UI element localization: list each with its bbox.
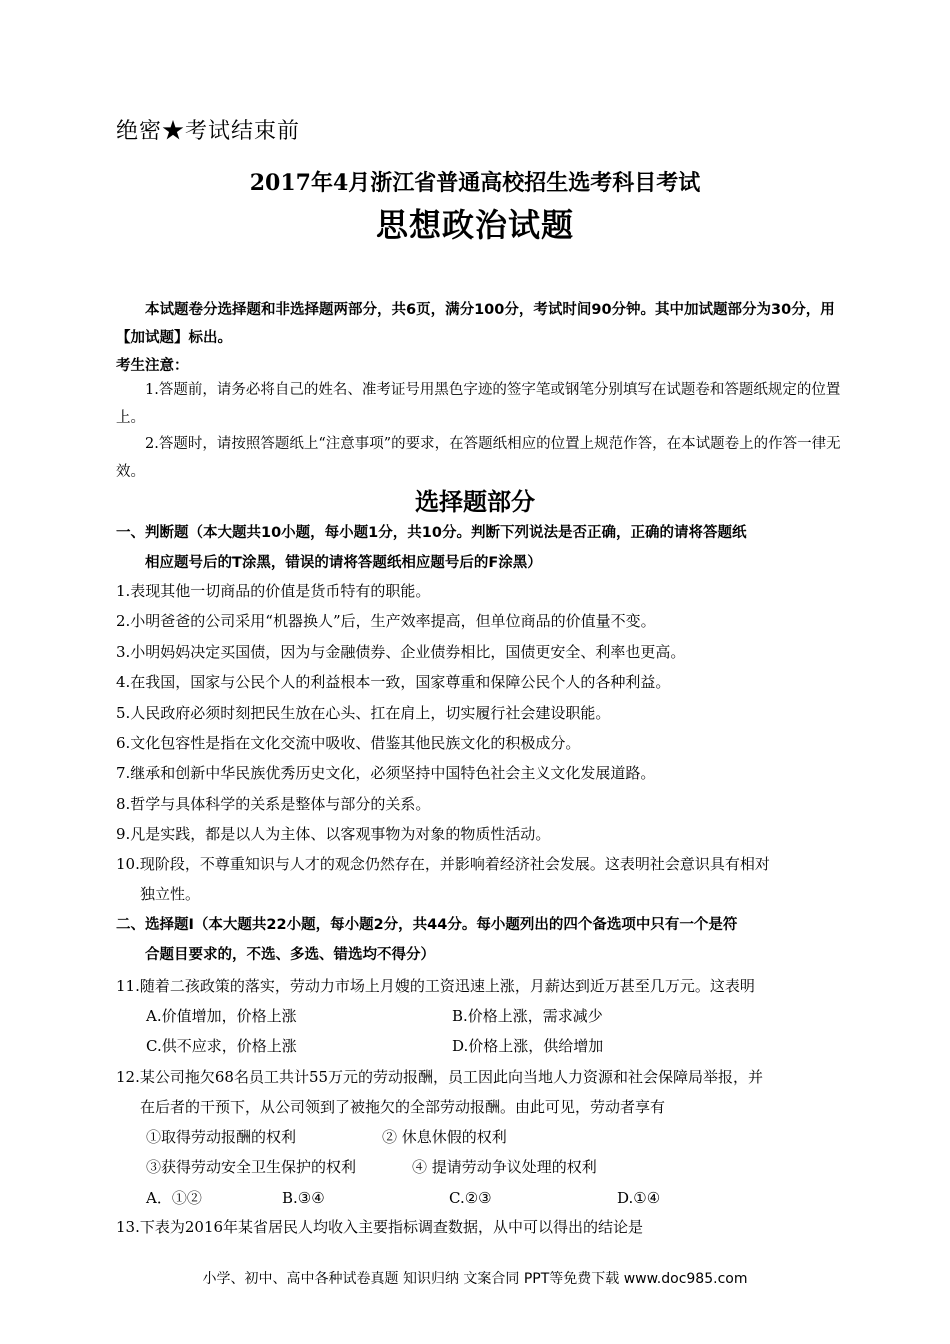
confidential-mark: 绝密★考试结束前	[116, 119, 301, 144]
question-9: 9.凡是实践，都是以人为主体、以客观事物为对象的物质性活动。	[116, 825, 551, 843]
question-10-line1: 10.现阶段，不尊重知识与人才的观念仍然存在，并影响着经济社会发展。这表明社会意识具有相对	[116, 855, 770, 873]
part1-heading-line1: 一、判断题（本大题共10小题，每小题1分，共10分。判断下列说法是否正确，正确的请将答题纸	[116, 525, 747, 541]
subject-title: 思想政治试题	[375, 206, 574, 244]
q12-option-b: B.③④	[282, 1189, 325, 1207]
part1-heading	[116, 518, 854, 578]
q12-statement-3: ③获得劳动安全卫生保护的权利	[146, 1158, 357, 1176]
part2-heading-line1: 二、选择题Ⅰ（本大题共22小题，每小题2分，共44分。每小题列出的四个备选项中只有一个是符	[116, 917, 738, 933]
part2-heading-line2: 合题目要求的，不选、多选、错选均不得分）	[145, 947, 435, 963]
q11-option-d: D.价格上涨，供给增加	[452, 1037, 604, 1055]
question-10	[116, 849, 854, 909]
exam-intro: 本试题卷分选择题和非选择题两部分，共6页，满分100分，考试时间90分钟。其中加试题部分为30分，用【加试题】标出。	[116, 302, 835, 346]
question-12-line2: 在后者的干预下，从公司领到了被拖欠的全部劳动报酬。由此可见，劳动者享有	[140, 1098, 666, 1116]
part2-heading	[116, 910, 854, 970]
q12-statement-2: ② 休息休假的权利	[382, 1128, 507, 1146]
notice-heading: 考生注意：	[116, 358, 189, 374]
question-6: 6.文化包容性是指在文化交流中吸收、借鉴其他民族文化的积极成分。	[116, 734, 581, 752]
footer-link[interactable]: 小学、初中、高中各种试卷真题 知识归纳 文案合同 PPT等免费下载 www.doc985.com	[202, 1271, 748, 1287]
q12-option-d: D.①④	[617, 1189, 661, 1207]
question-4: 4.在我国，国家与公民个人的利益根本一致，国家尊重和保障公民个人的各种利益。	[116, 673, 671, 691]
notice-item-2: 2.答题时，请按照答题纸上“注意事项”的要求，在答题纸相应的位置上规范作答，在本试题卷上的作答一律无效。	[116, 436, 841, 480]
q12-statement-4: ④ 提请劳动争议处理的权利	[412, 1158, 597, 1176]
q11-option-b: B.价格上涨，需求减少	[452, 1007, 603, 1025]
question-5: 5.人民政府必须时刻把民生放在心头、扛在肩上，切实履行社会建设职能。	[116, 704, 611, 722]
q12-statement-1: ①取得劳动报酬的权利	[146, 1128, 297, 1146]
question-8: 8.哲学与具体科学的关系是整体与部分的关系。	[116, 795, 431, 813]
question-12-stem	[116, 1062, 854, 1122]
q12-option-a: A．①②	[146, 1189, 202, 1207]
notice-item-1: 1.答题前，请务必将自己的姓名、准考证号用黑色字迹的签字笔或钢笔分别填写在试题卷和答题纸规定的位置上。	[116, 382, 841, 426]
question-1: 1.表现其他一切商品的价值是货币特有的职能。	[116, 582, 431, 600]
q11-option-c: C.供不应求，价格上涨	[146, 1037, 297, 1055]
question-3: 3.小明妈妈决定买国债，因为与金融债券、企业债券相比，国债更安全、利率也更高。	[116, 643, 686, 661]
section-title: 选择题部分	[415, 487, 535, 516]
question-11-stem: 11.随着二孩政策的落实，劳动力市场上月嫂的工资迅速上涨，月薪达到近万甚至几万元。这表明	[116, 977, 755, 995]
q12-option-c: C.②③	[449, 1189, 492, 1207]
question-10-line2: 独立性。	[140, 885, 201, 903]
exam-title: 2017年4月浙江省普通高校招生选考科目考试	[249, 170, 701, 196]
question-2: 2.小明爸爸的公司采用“机器换人”后，生产效率提高，但单位商品的价值量不变。	[116, 612, 656, 630]
question-7: 7.继承和创新中华民族优秀历史文化，必须坚持中国特色社会主义文化发展道路。	[116, 764, 656, 782]
question-12-line1: 12.某公司拖欠68名员工共计55万元的劳动报酬，员工因此向当地人力资源和社会保障局举报，并	[116, 1068, 764, 1086]
question-13-stem: 13.下表为2016年某省居民人均收入主要指标调查数据，从中可以得出的结论是	[116, 1218, 644, 1236]
part1-heading-line2: 相应题号后的T涂黑，错误的请将答题纸相应题号后的F涂黑）	[145, 555, 542, 571]
q11-option-a: A.价值增加，价格上涨	[146, 1007, 297, 1025]
